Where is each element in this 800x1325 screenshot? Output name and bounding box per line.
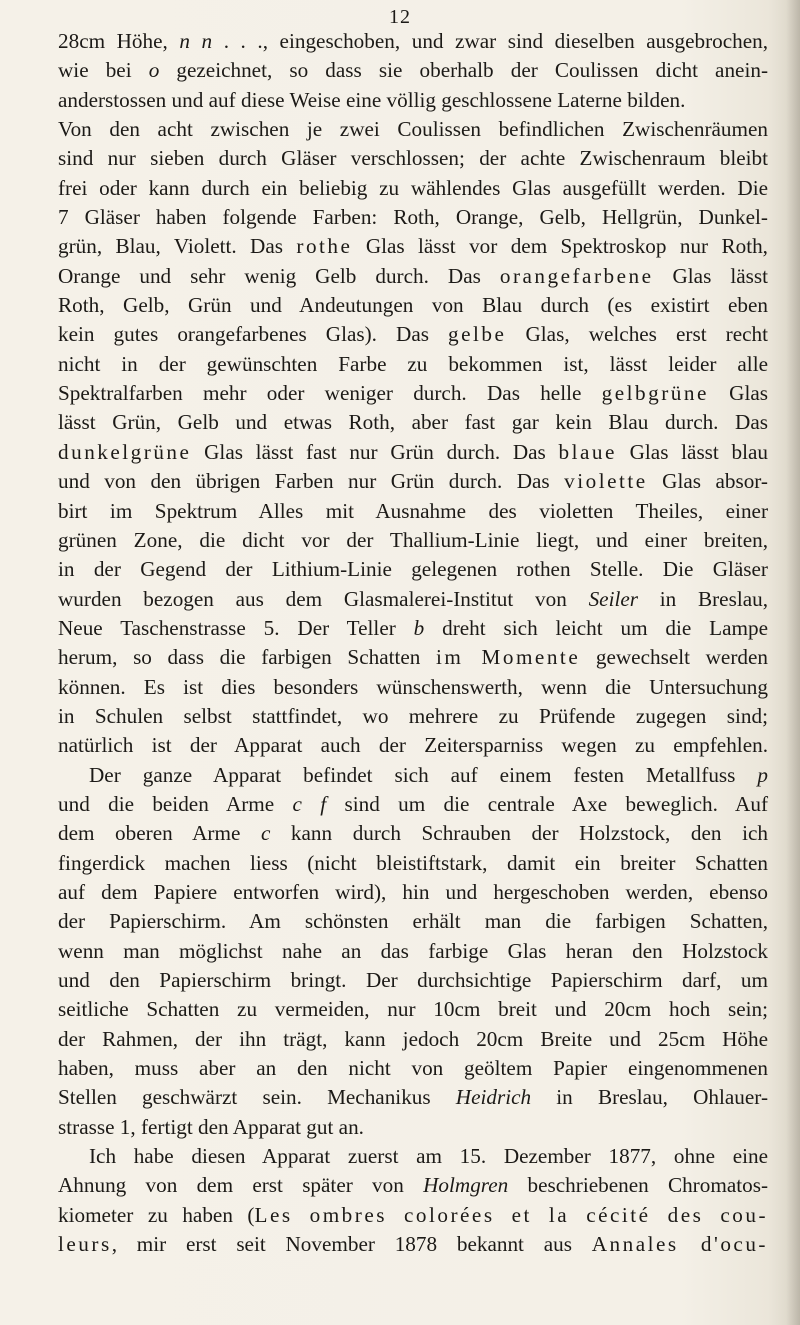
text-line — [58, 819, 768, 848]
text-line — [58, 555, 768, 584]
text-run: der Papierschirm. Am schönsten erhält man die farbigen Schatten, — [58, 909, 768, 934]
text-line — [58, 262, 768, 291]
text-line — [58, 878, 768, 907]
text-line — [58, 115, 768, 144]
text-line — [58, 1201, 768, 1230]
text-run: und von den übrigen Farben nur Grün durch. Das — [58, 469, 565, 494]
text-line — [58, 350, 768, 379]
text-run: wenn man möglichst nahe an das farbige Glas heran den Holzstock — [58, 938, 768, 963]
text-run: in Breslau, — [638, 586, 768, 611]
text-run: Spektralfarben mehr oder weniger durch. Das helle — [58, 381, 602, 406]
text-line — [58, 232, 768, 261]
text-line — [58, 937, 768, 966]
text-run: fingerdick machen liess (nicht bleistiftstark, damit ein breiter Schatten — [58, 850, 768, 875]
text-run: anderstossen und auf diese Weise eine völlig geschlossene Laterne bilden. — [58, 87, 686, 112]
text-line — [58, 1113, 768, 1142]
text-line — [58, 673, 768, 702]
italic-emphasis: Heidrich — [455, 1085, 532, 1110]
text-line — [58, 526, 768, 555]
text-run: Stellen geschwärzt sein. Mechanikus — [58, 1085, 456, 1110]
page-number: 12 — [389, 6, 411, 28]
text-run: kein gutes orangefarbenes Glas). Das — [58, 322, 449, 347]
text-run: haben, muss aber an den nicht von geöltem Papier eingenommenen — [58, 1056, 768, 1081]
text-run: birt im Spektrum Alles mit Ausnahme des violetten Theiles, einer — [58, 498, 768, 523]
text-run: und den Papierschirm bringt. Der durchsichtige Papierschirm darf, um — [58, 968, 768, 992]
text-run: gewechselt werden — [580, 645, 768, 670]
text-run: natürlich ist der Apparat auch der Zeitersparniss wegen zu empfehlen. — [58, 733, 768, 758]
text-run: lässt Grün, Gelb und etwas Roth, aber fast gar kein Blau durch. Das — [58, 410, 768, 435]
text-run: dreht sich leicht um die Lampe — [424, 615, 768, 640]
text-run: sind nur sieben durch Gläser verschlossen; der achte Zwischenraum bleibt — [58, 146, 768, 171]
text-run: Ich habe diesen Apparat zuerst am 15. Dezember 1877, ohne eine — [89, 1144, 768, 1169]
spaced-emphasis: dunkelgrüne — [58, 439, 192, 464]
text-line — [58, 731, 768, 760]
text-line — [58, 702, 768, 731]
italic-emphasis: n n — [179, 29, 213, 53]
text-run: Glas, welches erst recht — [506, 322, 768, 347]
text-run: Von den acht zwischen je zwei Coulissen befindlichen Zwischenräumen — [58, 117, 768, 142]
text-line — [58, 1171, 768, 1200]
text-line — [58, 467, 768, 496]
text-run: Glas lässt vor dem Spektroskop nur Roth, — [352, 234, 768, 259]
spaced-emphasis: violette — [564, 469, 648, 494]
text-run: und die beiden Arme — [58, 791, 293, 816]
body-text — [58, 27, 768, 1259]
spaced-emphasis: blaue — [558, 439, 617, 464]
spaced-emphasis: im Momente — [436, 645, 581, 670]
italic-emphasis: p — [757, 762, 768, 787]
text-line — [58, 907, 768, 936]
italic-emphasis: b — [413, 615, 425, 640]
text-line — [58, 1054, 768, 1083]
text-line — [58, 497, 768, 526]
text-run: Roth, Gelb, Grün und Andeutungen von Blau durch (es existirt eben — [58, 293, 768, 318]
text-line — [58, 761, 768, 790]
text-line — [58, 408, 768, 437]
text-run: kiometer zu haben ( — [58, 1202, 255, 1227]
text-run: 7 Gläser haben folgende Farben: Roth, Orange, Gelb, Hellgrün, Dunkel- — [58, 205, 768, 230]
text-run: seitliche Schatten zu vermeiden, nur 10cm breit und 20cm hoch sein; — [58, 997, 768, 1022]
text-run: in der Gegend der Lithium-Linie gelegenen rothen Stelle. Die Gläser — [58, 557, 768, 582]
spaced-emphasis: Annales d'ocu- — [591, 1232, 768, 1257]
spaced-emphasis: gelbe — [448, 322, 507, 347]
text-line — [58, 144, 768, 173]
text-run: wie bei — [58, 58, 149, 83]
text-line — [58, 320, 768, 349]
text-line — [58, 174, 768, 203]
italic-emphasis: Seiler — [588, 586, 638, 611]
text-run: Neue Taschenstrasse 5. Der Teller — [58, 615, 414, 640]
text-run: 28cm Höhe, — [58, 29, 180, 53]
text-run: auf dem Papiere entworfen wird), hin und hergeschoben werden, ebenso — [58, 879, 768, 904]
italic-emphasis: c — [260, 821, 271, 846]
spaced-emphasis: orangefarbene — [499, 263, 654, 288]
text-run: Der ganze Apparat befindet sich auf einem festen Metallfuss — [89, 762, 758, 787]
text-line — [58, 56, 768, 85]
text-run: beschriebenen Chromatos- — [508, 1173, 769, 1198]
text-run: kann durch Schrauben der Holzstock, den ich — [270, 821, 768, 846]
text-run: Ahnung von dem erst später von — [58, 1173, 424, 1198]
spaced-emphasis: leurs — [58, 1232, 112, 1257]
spaced-emphasis: rothe — [296, 234, 353, 259]
text-run: nicht in der gewünschten Farbe zu bekommen ist, lässt leider alle — [58, 351, 768, 376]
text-line — [58, 849, 768, 878]
text-line — [58, 614, 768, 643]
text-line — [58, 379, 768, 408]
spaced-emphasis: Les ombres colorées et la cécité des cou- — [254, 1202, 768, 1227]
text-line — [58, 27, 768, 56]
text-run: wurden bezogen aus dem Glasmalerei-Institut von — [58, 586, 589, 611]
text-run: Orange und sehr wenig Gelb durch. Das — [58, 263, 500, 288]
text-run: herum, so dass die farbigen Schatten — [58, 645, 437, 670]
text-run: Glas absor- — [647, 469, 768, 494]
text-line — [58, 995, 768, 1024]
text-line — [58, 966, 768, 995]
text-line — [58, 1083, 768, 1112]
text-run: sind um die centrale Axe beweglich. Auf — [326, 791, 769, 816]
text-line — [58, 585, 768, 614]
text-line — [58, 203, 768, 232]
text-run: gezeichnet, so dass sie oberhalb der Coulissen dicht anein- — [159, 58, 768, 83]
spaced-emphasis: gelbgrüne — [601, 381, 709, 406]
text-run: in Schulen selbst stattfindet, wo mehrere zu Prüfende zugegen sind; — [58, 703, 768, 728]
text-run: strasse 1, fertigt den Apparat gut an. — [58, 1114, 364, 1139]
text-run: frei oder kann durch ein beliebig zu wählendes Glas ausgefüllt werden. Die — [58, 175, 768, 200]
text-line — [58, 1230, 768, 1259]
text-line — [58, 790, 768, 819]
text-run: dem oberen Arme — [58, 821, 261, 846]
text-run: grün, Blau, Violett. Das — [58, 234, 297, 259]
text-run: der Rahmen, der ihn trägt, kann jedoch 20cm Breite und 25cm Höhe — [58, 1026, 768, 1051]
text-run: in Breslau, Ohlauer- — [531, 1085, 768, 1110]
italic-emphasis: c f — [292, 791, 327, 816]
text-line — [58, 1142, 768, 1171]
text-line — [58, 1025, 768, 1054]
text-run: grünen Zone, die dicht vor der Thallium-Linie liegt, und einer breiten, — [58, 527, 768, 552]
text-run: . . ., eingeschoben, und zwar sind dieselben ausgebrochen, — [212, 29, 769, 53]
text-line — [58, 643, 768, 672]
text-run: Glas — [708, 381, 768, 406]
text-run: Glas lässt blau — [616, 439, 769, 464]
text-line — [58, 86, 768, 115]
italic-emphasis: o — [148, 58, 160, 83]
text-line — [58, 291, 768, 320]
italic-emphasis: Holmgren — [423, 1173, 509, 1198]
text-run: können. Es ist dies besonders wünschenswerth, wenn die Untersuchung — [58, 674, 768, 699]
text-run: Glas lässt fast nur Grün durch. Das — [191, 439, 559, 464]
text-run: Glas lässt — [653, 263, 768, 288]
text-line — [58, 438, 768, 467]
page-edge-shadow — [786, 0, 800, 1325]
text-run: , mir erst seit November 1878 bekannt aus — [111, 1232, 592, 1257]
